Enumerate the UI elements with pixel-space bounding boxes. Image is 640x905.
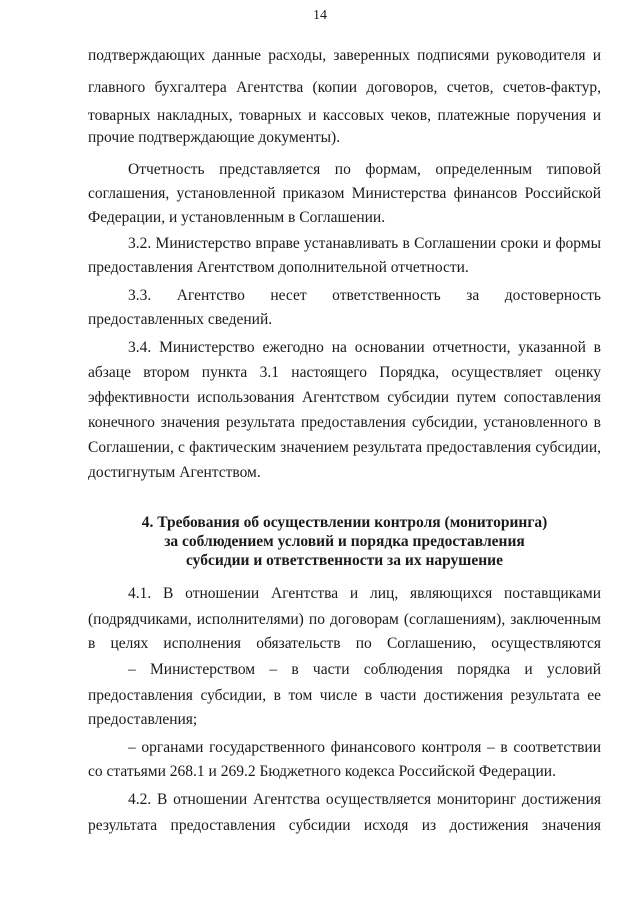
- text-line: достигнутым Агентством.: [88, 464, 261, 481]
- text-line: конечного значения результата предоставления субсидии, установленного в: [88, 414, 601, 431]
- text-line: 3.2. Министерство вправе устанавливать в Соглашении сроки и формы: [128, 235, 601, 252]
- text-line: Отчетность представляется по формам, определенным типовой: [128, 161, 601, 178]
- text-line: 4.2. В отношении Агентства осуществляется мониторинг достижения: [128, 791, 601, 808]
- text-line: предоставления;: [88, 711, 198, 728]
- text-line: (подрядчиками, исполнителями) по договорам (соглашениям), заключенным: [88, 611, 601, 628]
- section-heading-line: субсидии и ответственности за их нарушение: [186, 552, 503, 569]
- text-line: результата предоставления субсидии исходя из достижения значения: [88, 817, 601, 834]
- section-heading-line: за соблюдением условий и порядка предоставления: [164, 533, 525, 550]
- text-line: 3.4. Министерство ежегодно на основании отчетности, указанной в: [128, 339, 601, 356]
- text-line: Соглашении, с фактическим значением результата предоставления субсидии,: [88, 439, 601, 456]
- section-heading-line: 4. Требования об осуществлении контроля (мониторинга): [141, 514, 548, 531]
- text-line: – Министерством – в части соблюдения порядка и условий: [128, 661, 601, 678]
- text-line: 3.3. Агентство несет ответственность за достоверность: [128, 287, 601, 304]
- text-line: прочие подтверждающие документы).: [88, 129, 341, 146]
- text-line: со статьями 268.1 и 269.2 Бюджетного кодекса Российской Федерации.: [88, 763, 556, 780]
- text-line: товарных накладных, товарных и кассовых чеков, платежные поручения и: [88, 107, 601, 124]
- text-line: соглашения, установленной приказом Министерства финансов Российской: [88, 185, 601, 202]
- text-line: абзаце втором пункта 3.1 настоящего Порядка, осуществляет оценку: [88, 364, 601, 381]
- text-line: предоставления Агентством дополнительной отчетности.: [88, 259, 469, 276]
- text-line: Федерации, и установленным в Соглашении.: [88, 209, 386, 226]
- text-line: в целях исполнения обязательств по Соглашению, осуществляются: [88, 635, 601, 652]
- text-line: предоставленных сведений.: [88, 311, 273, 328]
- text-line: – органами государственного финансового контроля – в соответствии: [128, 739, 601, 756]
- text-line: главного бухгалтера Агентства (копии договоров, счетов, счетов-фактур,: [88, 79, 601, 96]
- page-number: 14: [313, 8, 327, 23]
- text-line: подтверждающих данные расходы, заверенных подписями руководителя и: [88, 47, 601, 64]
- text-line: 4.1. В отношении Агентства и лиц, являющихся поставщиками: [128, 585, 601, 602]
- text-line: эффективности использования Агентством субсидии путем сопоставления: [88, 389, 601, 406]
- text-line: предоставления субсидии, в том числе в части достижения результата ее: [88, 687, 601, 704]
